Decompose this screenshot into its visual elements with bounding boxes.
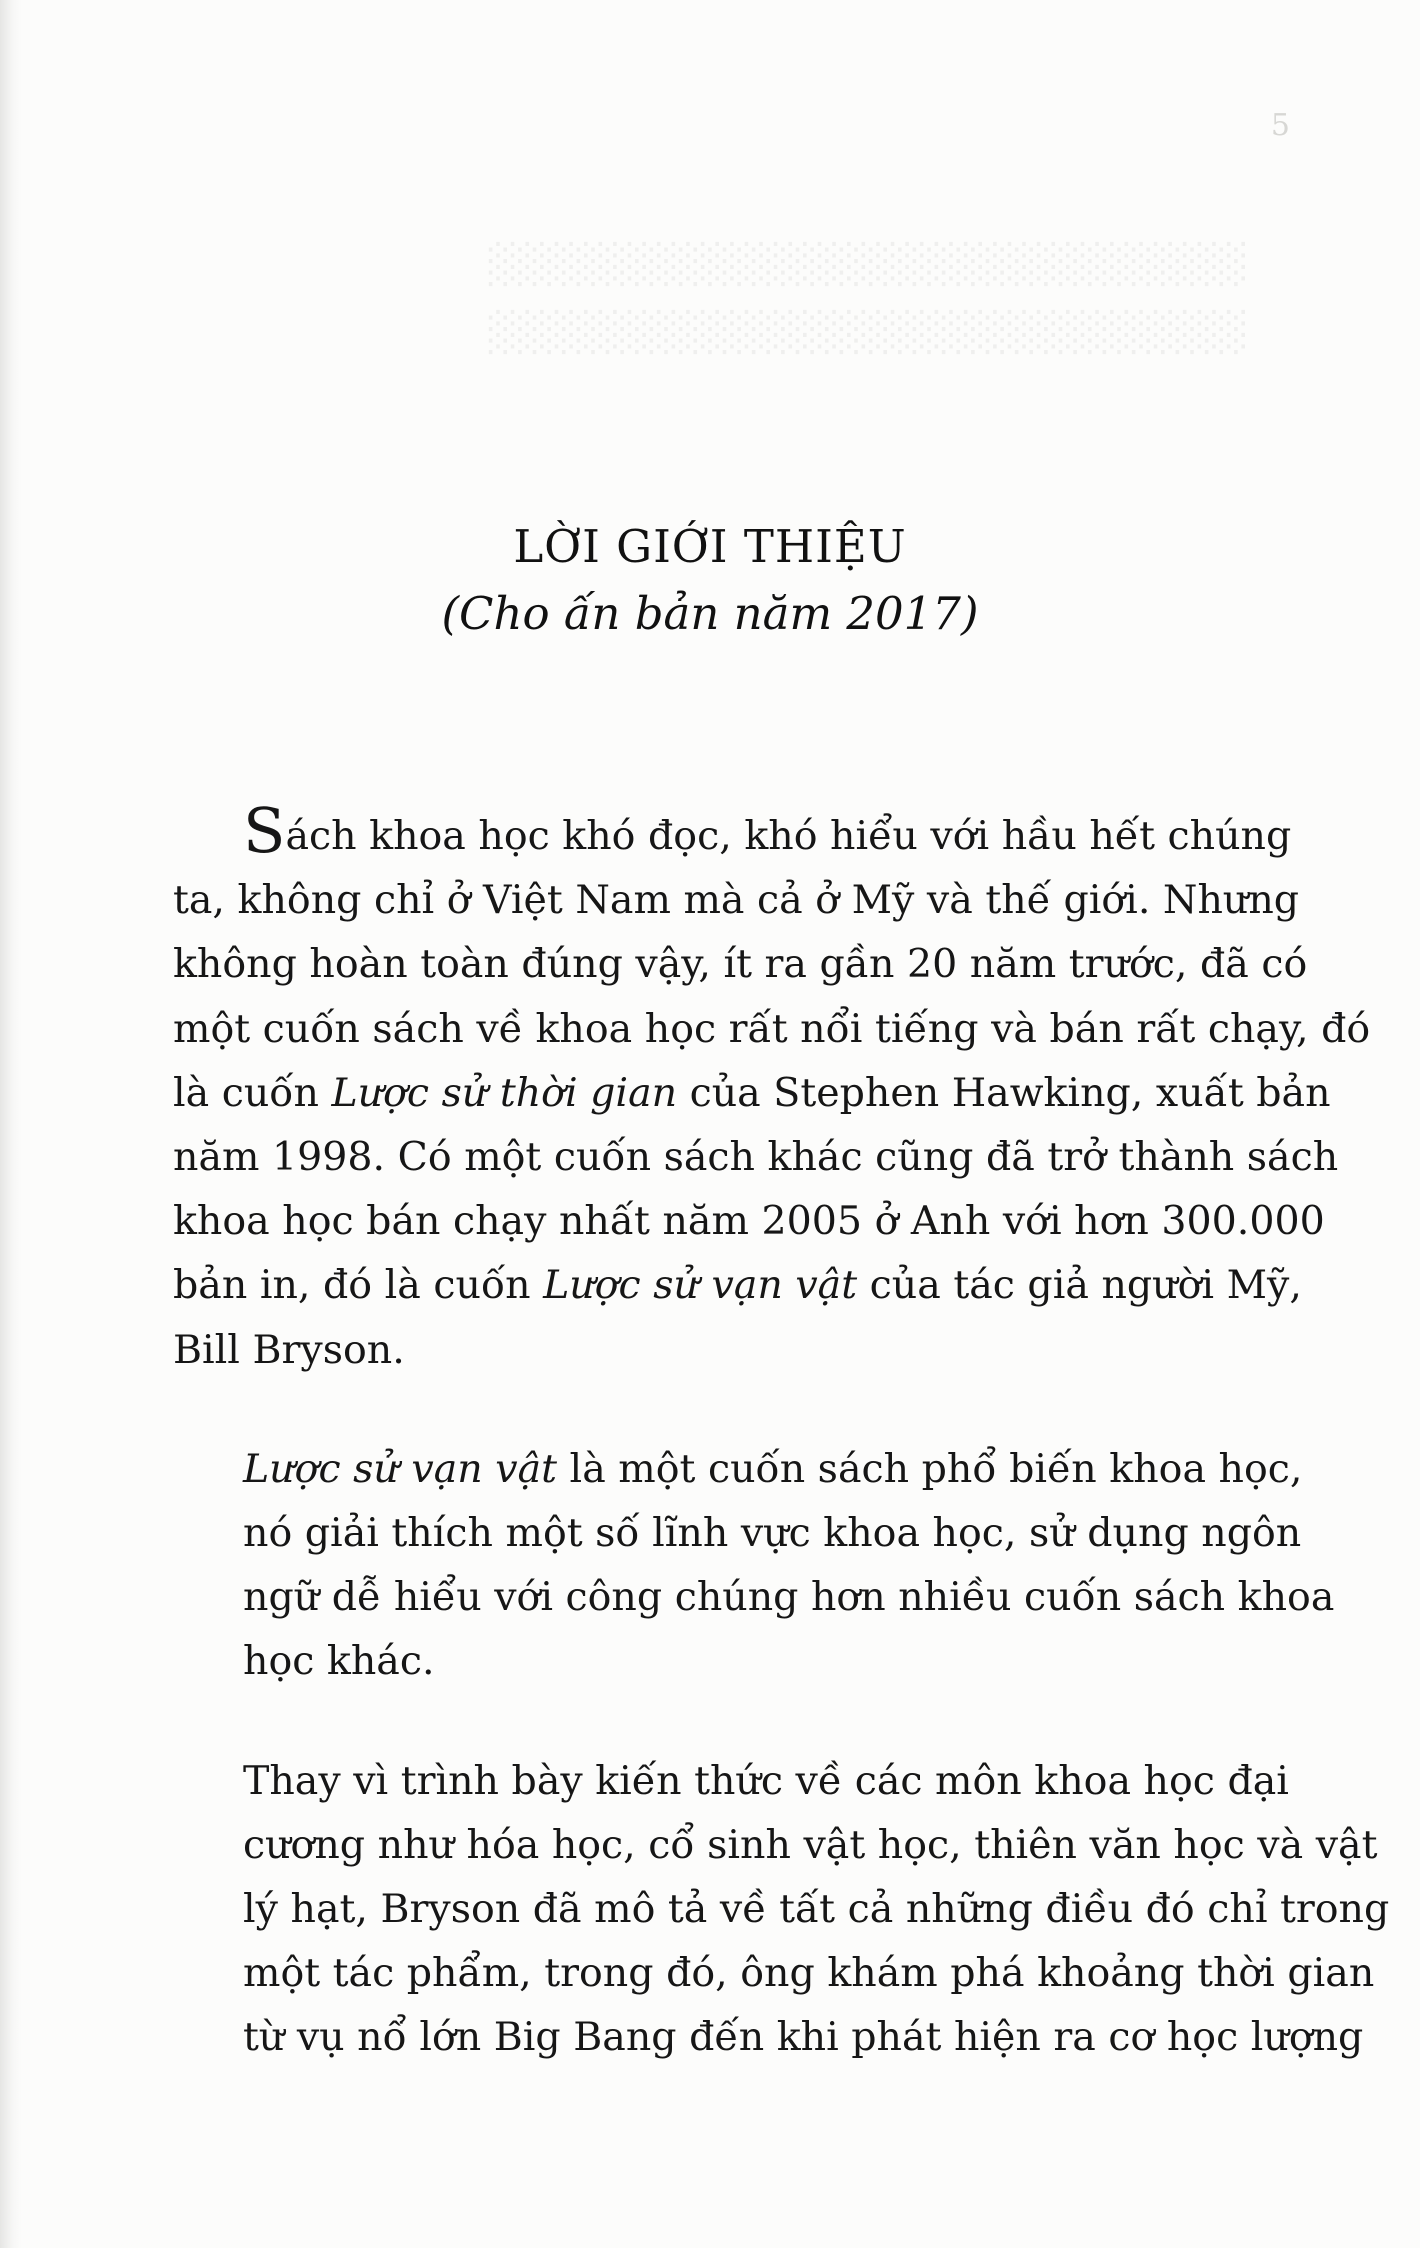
text-line: một tác phẩm, trong đó, ông khám phá khoảng thời gian: [243, 1950, 1375, 1997]
text-line: Bill Bryson.: [173, 1326, 405, 1373]
text-line: từ vụ nổ lớn Big Bang đến khi phát hiện ra cơ học lượng: [243, 2014, 1364, 2061]
text-line: nó giải thích một số lĩnh vực khoa học, sử dụng ngôn: [243, 1510, 1302, 1557]
drop-cap: S: [243, 794, 286, 867]
page-subtitle: (Cho ấn bản năm 2017): [441, 587, 979, 640]
text-line: học khác.: [243, 1638, 435, 1685]
paragraph: [173, 794, 1371, 1382]
page-gutter-shadow: [0, 0, 22, 2248]
text-line: không hoàn toàn đúng vậy, ít ra gần 20 năm trước, đã có: [173, 941, 1308, 988]
text-line: lý hạt, Bryson đã mô tả về tất cả những điều đó chỉ trong: [243, 1886, 1390, 1933]
page-number: 5: [1270, 108, 1290, 143]
text-line: Sách khoa học khó đọc, khó hiểu với hầu hết chúng: [243, 794, 1292, 867]
text-line: ta, không chỉ ở Việt Nam mà cả ở Mỹ và thế giới. Nhưng: [173, 877, 1300, 924]
paragraph: [173, 1437, 1335, 1694]
text-line: Thay vì trình bày kiến thức về các môn khoa học đại: [243, 1757, 1289, 1804]
bleed-through-text: ░░░░░░░░░░░░░░░░░░░░░░░░░░ ░░░░░░░░░░░░░░░░░░░░░░░░░░: [485, 242, 1245, 354]
book-title: Lược sử vạn vật: [543, 1262, 858, 1309]
text-line: khoa học bán chạy nhất năm 2005 ở Anh với hơn 300.000: [173, 1198, 1325, 1245]
page-title: LỜI GIỚI THIỆU: [513, 520, 907, 573]
text-line: ngữ dễ hiểu với công chúng hơn nhiều cuốn sách khoa: [243, 1574, 1335, 1621]
paragraph: [173, 1749, 1390, 2070]
book-title: Lược sử vạn vật: [243, 1445, 557, 1492]
text-line: năm 1998. Có một cuốn sách khác cũng đã trở thành sách: [173, 1134, 1339, 1181]
body-text: [173, 794, 1390, 2070]
text-line: là cuốn Lược sử thời gian của Stephen Hawking, xuất bản: [173, 1069, 1331, 1116]
book-title: Lược sử thời gian: [331, 1069, 678, 1116]
text-line: một cuốn sách về khoa học rất nổi tiếng và bán rất chạy, đó: [173, 1005, 1371, 1052]
text-line: Lược sử vạn vật là một cuốn sách phổ biến khoa học,: [243, 1445, 1303, 1492]
text-line: bản in, đó là cuốn Lược sử vạn vật của tác giả người Mỹ,: [173, 1262, 1302, 1309]
text-line: cương như hóa học, cổ sinh vật học, thiên văn học và vật: [243, 1821, 1378, 1868]
